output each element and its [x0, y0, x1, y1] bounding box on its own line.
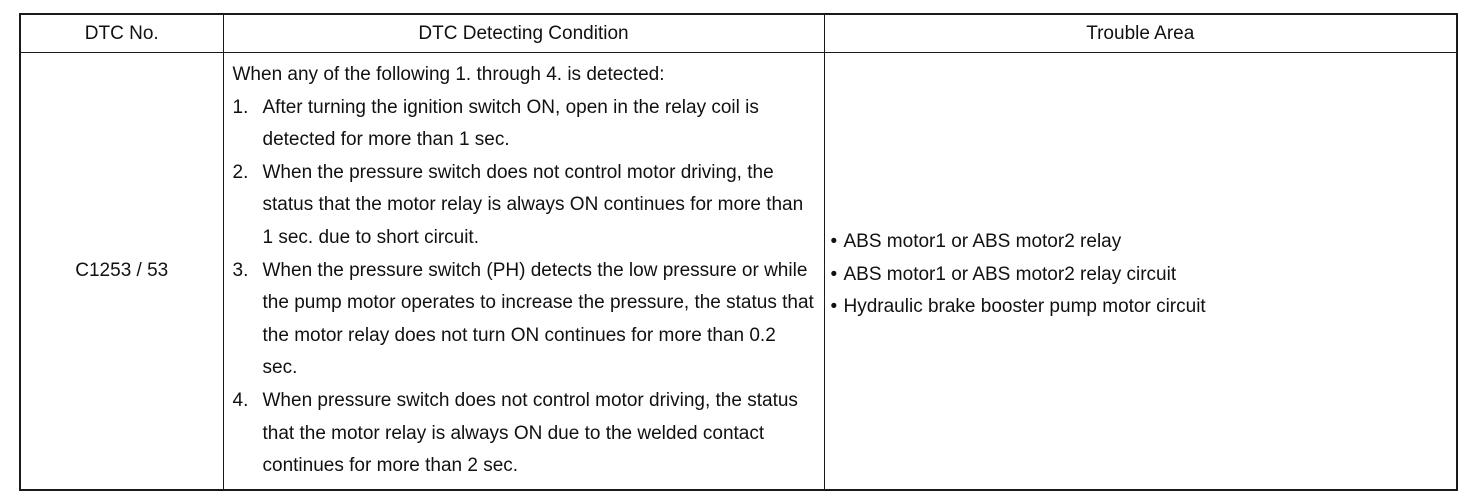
trouble-area-text: ABS motor1 or ABS motor2 relay circuit [843, 263, 1177, 285]
condition-text: When the pressure switch (PH) detects the low pressure or while the pump motor operates to increase the pressure, the status that the motor relay does not turn ON continues for more than 0.2 sec. [262, 259, 814, 379]
list-item [831, 259, 1449, 292]
condition-list [233, 92, 816, 483]
condition-number: 4. [232, 389, 249, 411]
trouble-area-cell [824, 53, 1457, 490]
condition-intro: When any of the following 1. through 4. is detected: [232, 64, 665, 85]
header-detecting-condition: DTC Detecting Condition [223, 14, 824, 53]
dtc-table [19, 13, 1458, 491]
condition-number: 1. [232, 96, 249, 118]
condition-text: When the pressure switch does not control motor driving, the status that the motor relay is always ON continues for more than 1 sec. due to short circuit. [262, 161, 804, 248]
detecting-condition-cell [223, 53, 824, 490]
condition-text: When pressure switch does not control motor driving, the status that the motor relay is always ON due to the welded contact continues for more than 2 sec. [262, 389, 798, 477]
condition-number: 2. [232, 161, 249, 183]
bullet-icon: • [830, 263, 838, 285]
trouble-area-text: Hydraulic brake booster pump motor circuit [843, 296, 1206, 318]
dtc-code-cell: C1253 / 53 [20, 53, 223, 490]
condition-text: After turning the ignition switch ON, open in the relay coil is detected for more than 1 sec. [262, 96, 759, 151]
bullet-icon: • [830, 296, 838, 318]
header-row [20, 14, 1457, 53]
list-item [831, 226, 1449, 259]
condition-number: 3. [232, 259, 249, 281]
trouble-area-list [831, 226, 1449, 324]
header-trouble-area: Trouble Area [824, 14, 1457, 53]
list-item [233, 385, 816, 483]
bullet-icon: • [830, 230, 838, 252]
list-item [831, 291, 1449, 324]
table-row [20, 53, 1457, 490]
list-item [233, 157, 816, 255]
trouble-area-text: ABS motor1 or ABS motor2 relay [843, 230, 1122, 252]
header-dtc-no: DTC No. [20, 14, 223, 53]
list-item [233, 255, 816, 385]
list-item [233, 92, 816, 157]
